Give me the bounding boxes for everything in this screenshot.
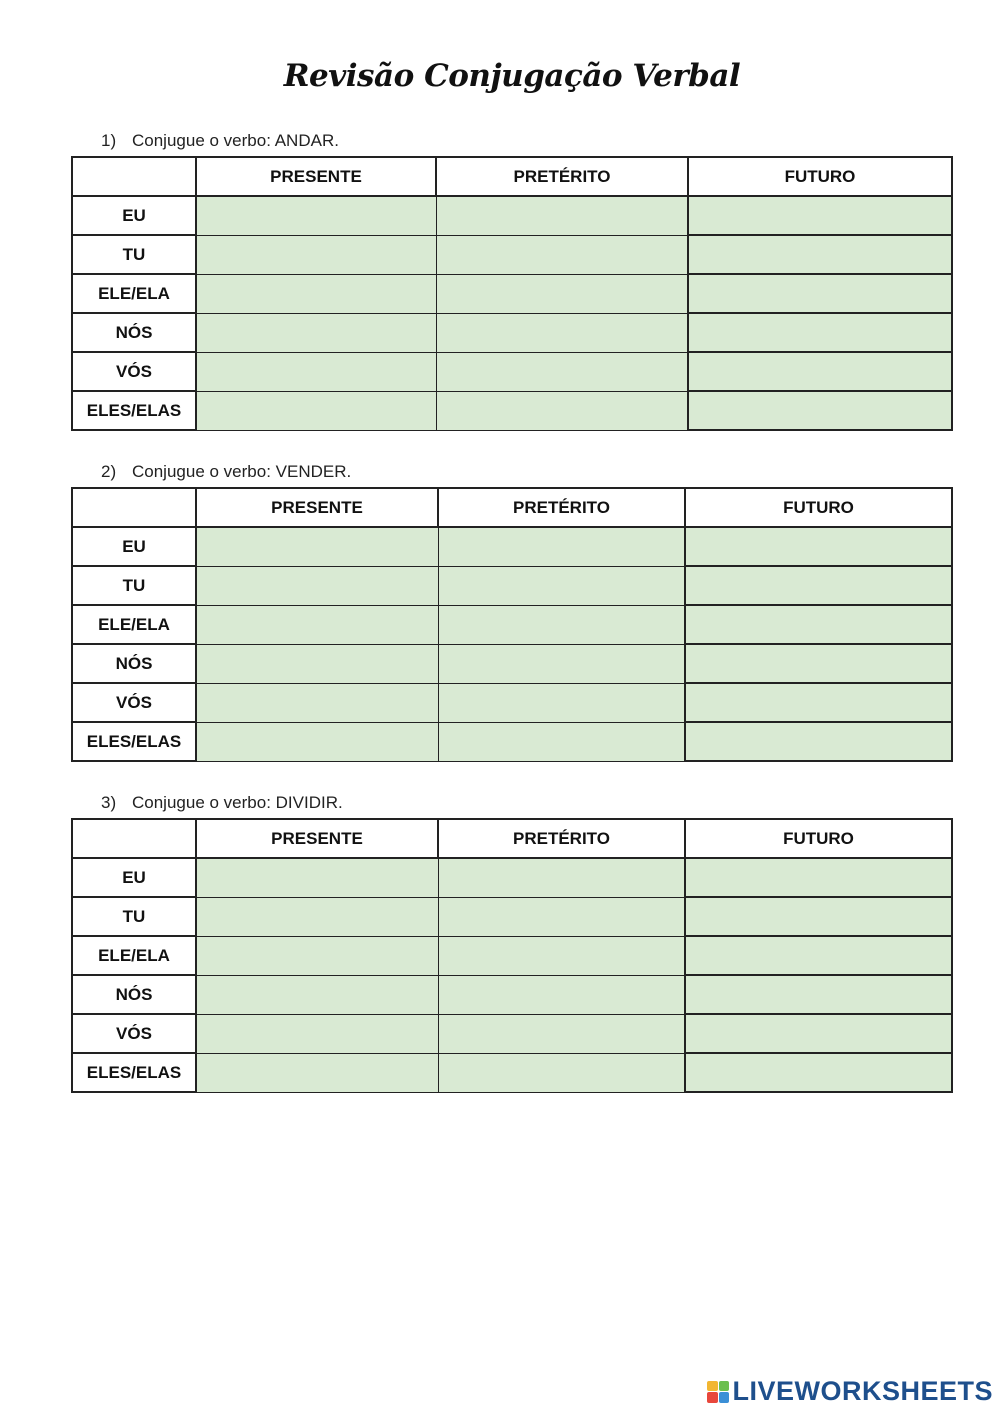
pronoun-cell: EU [72,196,196,235]
question-number: 1) [101,131,117,150]
header-presente: PRESENTE [196,819,438,858]
table-row [72,527,952,566]
pronoun-cell: TU [72,897,196,936]
header-presente: PRESENTE [196,488,438,527]
header-futuro: FUTURO [685,819,952,858]
answer-cell-preterito[interactable] [436,391,688,430]
answer-cell-futuro[interactable] [685,722,952,761]
table-row [72,1053,952,1092]
question-prompt: Conjugue o verbo: ANDAR. [132,131,339,150]
pronoun-cell: ELE/ELA [72,605,196,644]
pronoun-cell: ELES/ELAS [72,722,196,761]
answer-cell-presente[interactable] [196,391,436,430]
table-row [72,274,952,313]
answer-cell-preterito[interactable] [438,936,685,975]
conjugation-table-1 [71,156,953,431]
pronoun-cell: TU [72,235,196,274]
table-row [72,605,952,644]
answer-cell-futuro[interactable] [685,605,952,644]
answer-cell-futuro[interactable] [685,683,952,722]
pronoun-cell: VÓS [72,1014,196,1053]
header-preterito: PRETÉRITO [438,819,685,858]
header-corner-cell [72,819,196,858]
answer-cell-presente[interactable] [196,605,438,644]
answer-cell-preterito[interactable] [438,566,685,605]
liveworksheets-watermark [707,1376,993,1407]
table-row [72,722,952,761]
answer-cell-futuro[interactable] [688,352,952,391]
header-corner-cell [72,157,196,196]
liveworksheets-logo-icon [707,1381,729,1403]
answer-cell-presente[interactable] [196,1014,438,1053]
answer-cell-futuro[interactable] [685,936,952,975]
table-row [72,936,952,975]
header-presente: PRESENTE [196,157,436,196]
question-2 [101,462,351,482]
answer-cell-futuro[interactable] [688,196,952,235]
pronoun-cell: EU [72,858,196,897]
table-row [72,683,952,722]
answer-cell-preterito[interactable] [438,605,685,644]
table-row [72,391,952,430]
header-preterito: PRETÉRITO [438,488,685,527]
table-row [72,313,952,352]
table-row [72,1014,952,1053]
answer-cell-presente[interactable] [196,683,438,722]
answer-cell-futuro[interactable] [685,897,952,936]
question-prompt: Conjugue o verbo: DIVIDIR. [132,793,343,812]
answer-cell-presente[interactable] [196,196,436,235]
question-prompt: Conjugue o verbo: VENDER. [132,462,352,481]
answer-cell-presente[interactable] [196,936,438,975]
answer-cell-preterito[interactable] [438,644,685,683]
pronoun-cell: ELES/ELAS [72,1053,196,1092]
pronoun-cell: NÓS [72,975,196,1014]
table-row [72,352,952,391]
answer-cell-futuro[interactable] [688,235,952,274]
answer-cell-futuro[interactable] [688,313,952,352]
answer-cell-futuro[interactable] [685,1014,952,1053]
answer-cell-preterito[interactable] [436,274,688,313]
pronoun-cell: ELE/ELA [72,936,196,975]
answer-cell-futuro[interactable] [685,1053,952,1092]
question-number: 2) [101,462,117,481]
table-row [72,975,952,1014]
header-futuro: FUTURO [685,488,952,527]
answer-cell-preterito[interactable] [438,683,685,722]
pronoun-cell: ELE/ELA [72,274,196,313]
question-1 [101,131,339,151]
answer-cell-presente[interactable] [196,352,436,391]
answer-cell-preterito[interactable] [438,722,685,761]
answer-cell-presente[interactable] [196,722,438,761]
header-futuro: FUTURO [688,157,952,196]
question-number: 3) [101,793,117,812]
table-header-row [72,488,952,527]
answer-cell-presente[interactable] [196,1053,438,1092]
answer-cell-preterito[interactable] [438,1053,685,1092]
answer-cell-preterito[interactable] [438,897,685,936]
answer-cell-preterito[interactable] [436,235,688,274]
answer-cell-futuro[interactable] [685,644,952,683]
table-row [72,566,952,605]
answer-cell-futuro[interactable] [685,527,952,566]
table-row [72,235,952,274]
pronoun-cell: EU [72,527,196,566]
answer-cell-presente[interactable] [196,274,436,313]
table-header-row [72,157,952,196]
answer-cell-futuro[interactable] [688,274,952,313]
answer-cell-futuro[interactable] [685,975,952,1014]
answer-cell-preterito[interactable] [438,527,685,566]
table-row [72,644,952,683]
pronoun-cell: NÓS [72,644,196,683]
table-row [72,897,952,936]
table-row [72,196,952,235]
conjugation-table-2 [71,487,953,762]
header-corner-cell [72,488,196,527]
answer-cell-presente[interactable] [196,975,438,1014]
pronoun-cell: VÓS [72,352,196,391]
conjugation-table-3 [71,818,953,1093]
pronoun-cell: TU [72,566,196,605]
answer-cell-presente[interactable] [196,897,438,936]
pronoun-cell: VÓS [72,683,196,722]
pronoun-cell: ELES/ELAS [72,391,196,430]
table-header-row [72,819,952,858]
answer-cell-futuro[interactable] [685,858,952,897]
answer-cell-preterito[interactable] [438,858,685,897]
answer-cell-futuro[interactable] [688,391,952,430]
pronoun-cell: NÓS [72,313,196,352]
answer-cell-preterito[interactable] [436,196,688,235]
answer-cell-preterito[interactable] [438,975,685,1014]
answer-cell-presente[interactable] [196,235,436,274]
answer-cell-presente[interactable] [196,644,438,683]
answer-cell-preterito[interactable] [436,352,688,391]
answer-cell-futuro[interactable] [685,566,952,605]
watermark-text: LIVEWORKSHEETS [732,1376,993,1406]
table-row [72,858,952,897]
answer-cell-preterito[interactable] [438,1014,685,1053]
header-preterito: PRETÉRITO [436,157,688,196]
question-3 [101,793,343,813]
answer-cell-presente[interactable] [196,313,436,352]
answer-cell-presente[interactable] [196,527,438,566]
page-title: Revisão Conjugação Verbal [283,58,741,94]
answer-cell-presente[interactable] [196,566,438,605]
answer-cell-presente[interactable] [196,858,438,897]
answer-cell-preterito[interactable] [436,313,688,352]
